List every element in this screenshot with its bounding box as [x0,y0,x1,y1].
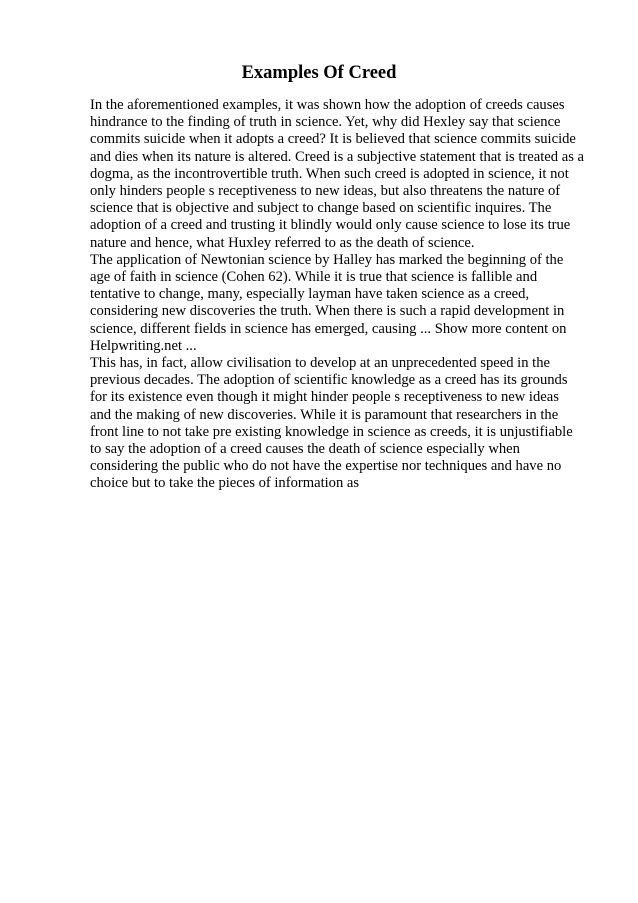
body-line: science, different fields in science has emerged, causing ... Show more content on [90,320,567,337]
body-line: tentative to change, many, especially layman have taken science as a creed, [90,286,530,303]
body-line: front line to not take pre existing knowledge in science as creeds, it is unjustifiable [90,423,573,440]
body-line: commits suicide when it adopts a creed? It is believed that science commits suicide [90,131,576,148]
body-line: nature and hence, what Huxley referred to as the death of science. [90,234,475,251]
body-line: hindrance to the finding of truth in science. Yet, why did Hexley say that science [90,114,561,131]
body-line: considering new discoveries the truth. When there is such a rapid development in [90,303,565,320]
document-title: Examples Of Creed [241,63,397,83]
body-line: considering the public who do not have the expertise nor techniques and have no [90,458,562,475]
body-line: previous decades. The adoption of scientific knowledge as a creed has its grounds [90,372,568,389]
body-line: to say the adoption of a creed causes the death of science especially when [90,441,520,458]
body-line: adoption of a creed and trusting it blindly would only cause science to lose its true [90,217,571,234]
document-body [90,97,590,493]
body-line: dogma, as the incontrovertible truth. When such creed is adopted in science, it not [90,165,569,182]
body-line: only hinders people s receptiveness to new ideas, but also threatens the nature of [90,183,561,200]
body-line: age of faith in science (Cohen 62). While it is true that science is fallible and [90,269,538,286]
body-line: and dies when its nature is altered. Creed is a subjective statement that is treated as a [90,148,584,165]
body-line: science that is objective and subject to change based on scientific inquires. The [90,200,552,217]
body-line: The application of Newtonian science by Halley has marked the beginning of the [90,251,564,268]
body-line: choice but to take the pieces of information as [90,475,360,492]
body-line: This has, in fact, allow civilisation to develop at an unprecedented speed in the [90,355,550,372]
body-line: In the aforementioned examples, it was shown how the adoption of creeds causes [90,97,565,113]
body-line: for its existence even though it might hinder people s receptiveness to new ideas [90,389,559,406]
body-line: Helpwriting.net ... [90,337,197,354]
body-line: and the making of new discoveries. While it is paramount that researchers in the [90,406,559,423]
